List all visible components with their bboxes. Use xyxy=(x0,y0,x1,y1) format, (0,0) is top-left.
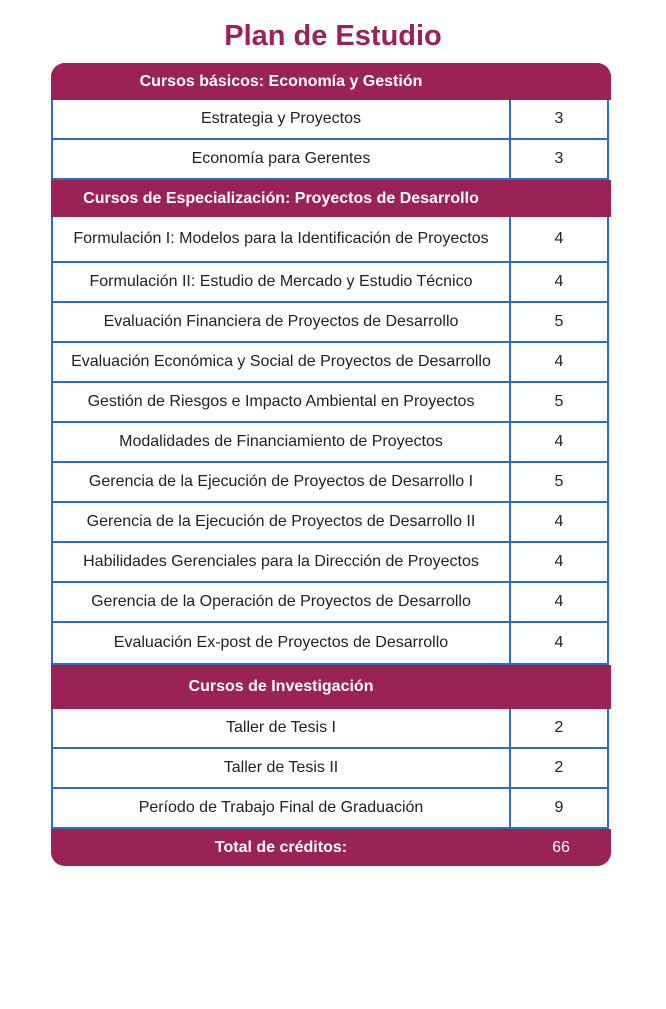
course-name: Evaluación Ex-post de Proyectos de Desarrollo xyxy=(51,623,511,665)
section-header-research xyxy=(51,665,611,709)
table-row xyxy=(51,303,611,343)
table-row xyxy=(51,503,611,543)
course-credits: 4 xyxy=(511,623,609,665)
course-credits: 5 xyxy=(511,463,609,503)
course-name: Economía para Gerentes xyxy=(51,140,511,180)
table-row xyxy=(51,383,611,423)
course-credits: 4 xyxy=(511,543,609,583)
table-row xyxy=(51,423,611,463)
section-heading: Cursos de Investigación xyxy=(188,678,374,695)
course-name: Formulación I: Modelos para la Identificación de Proyectos xyxy=(51,217,511,263)
table-row xyxy=(51,543,611,583)
section-heading: Cursos de Especialización: Proyectos de Desarrollo xyxy=(83,189,479,207)
course-name: Formulación II: Estudio de Mercado y Estudio Técnico xyxy=(51,263,511,303)
course-credits: 5 xyxy=(511,383,609,423)
course-credits: 9 xyxy=(511,789,609,829)
course-name: Taller de Tesis I xyxy=(51,709,511,749)
page-title: Plan de Estudio xyxy=(224,20,442,52)
course-name: Habilidades Gerenciales para la Dirección de Proyectos xyxy=(51,543,511,583)
course-name: Evaluación Financiera de Proyectos de Desarrollo xyxy=(51,303,511,343)
course-name: Gestión de Riesgos e Impacto Ambiental en Proyectos xyxy=(51,383,511,423)
course-credits: 4 xyxy=(511,423,609,463)
table-row xyxy=(51,623,611,665)
table-row xyxy=(51,709,611,749)
total-row xyxy=(51,829,611,866)
total-label: Total de créditos: xyxy=(214,838,348,856)
table-row xyxy=(51,217,611,263)
course-name: Modalidades de Financiamiento de Proyectos xyxy=(51,423,511,463)
course-name: Gerencia de la Ejecución de Proyectos de Desarrollo I xyxy=(51,463,511,503)
course-credits: 3 xyxy=(511,140,609,180)
section-heading: Cursos básicos: Economía y Gestión xyxy=(139,72,423,90)
course-name: Estrategia y Proyectos xyxy=(51,100,511,140)
table-row xyxy=(51,263,611,303)
table-row xyxy=(51,140,611,180)
table-row xyxy=(51,583,611,623)
course-name: Gerencia de la Operación de Proyectos de Desarrollo xyxy=(51,583,511,623)
table-row xyxy=(51,463,611,503)
table-row xyxy=(51,100,611,140)
study-plan-table xyxy=(51,63,611,866)
course-credits: 4 xyxy=(511,263,609,303)
course-credits: 3 xyxy=(511,100,609,140)
table-row xyxy=(51,789,611,829)
table-row xyxy=(51,749,611,789)
course-credits: 2 xyxy=(511,709,609,749)
course-name: Evaluación Económica y Social de Proyectos de Desarrollo xyxy=(51,343,511,383)
course-credits: 4 xyxy=(511,343,609,383)
course-credits: 4 xyxy=(511,217,609,263)
course-credits: 5 xyxy=(511,303,609,343)
course-credits: 4 xyxy=(511,503,609,543)
section-header-specialization xyxy=(51,180,611,217)
total-value: 66 xyxy=(552,838,570,856)
course-name: Taller de Tesis II xyxy=(51,749,511,789)
section-header-basic xyxy=(51,63,611,100)
course-name: Período de Trabajo Final de Graduación xyxy=(51,789,511,829)
course-credits: 4 xyxy=(511,583,609,623)
course-credits: 2 xyxy=(511,749,609,789)
course-name: Gerencia de la Ejecución de Proyectos de Desarrollo II xyxy=(51,503,511,543)
table-row xyxy=(51,343,611,383)
